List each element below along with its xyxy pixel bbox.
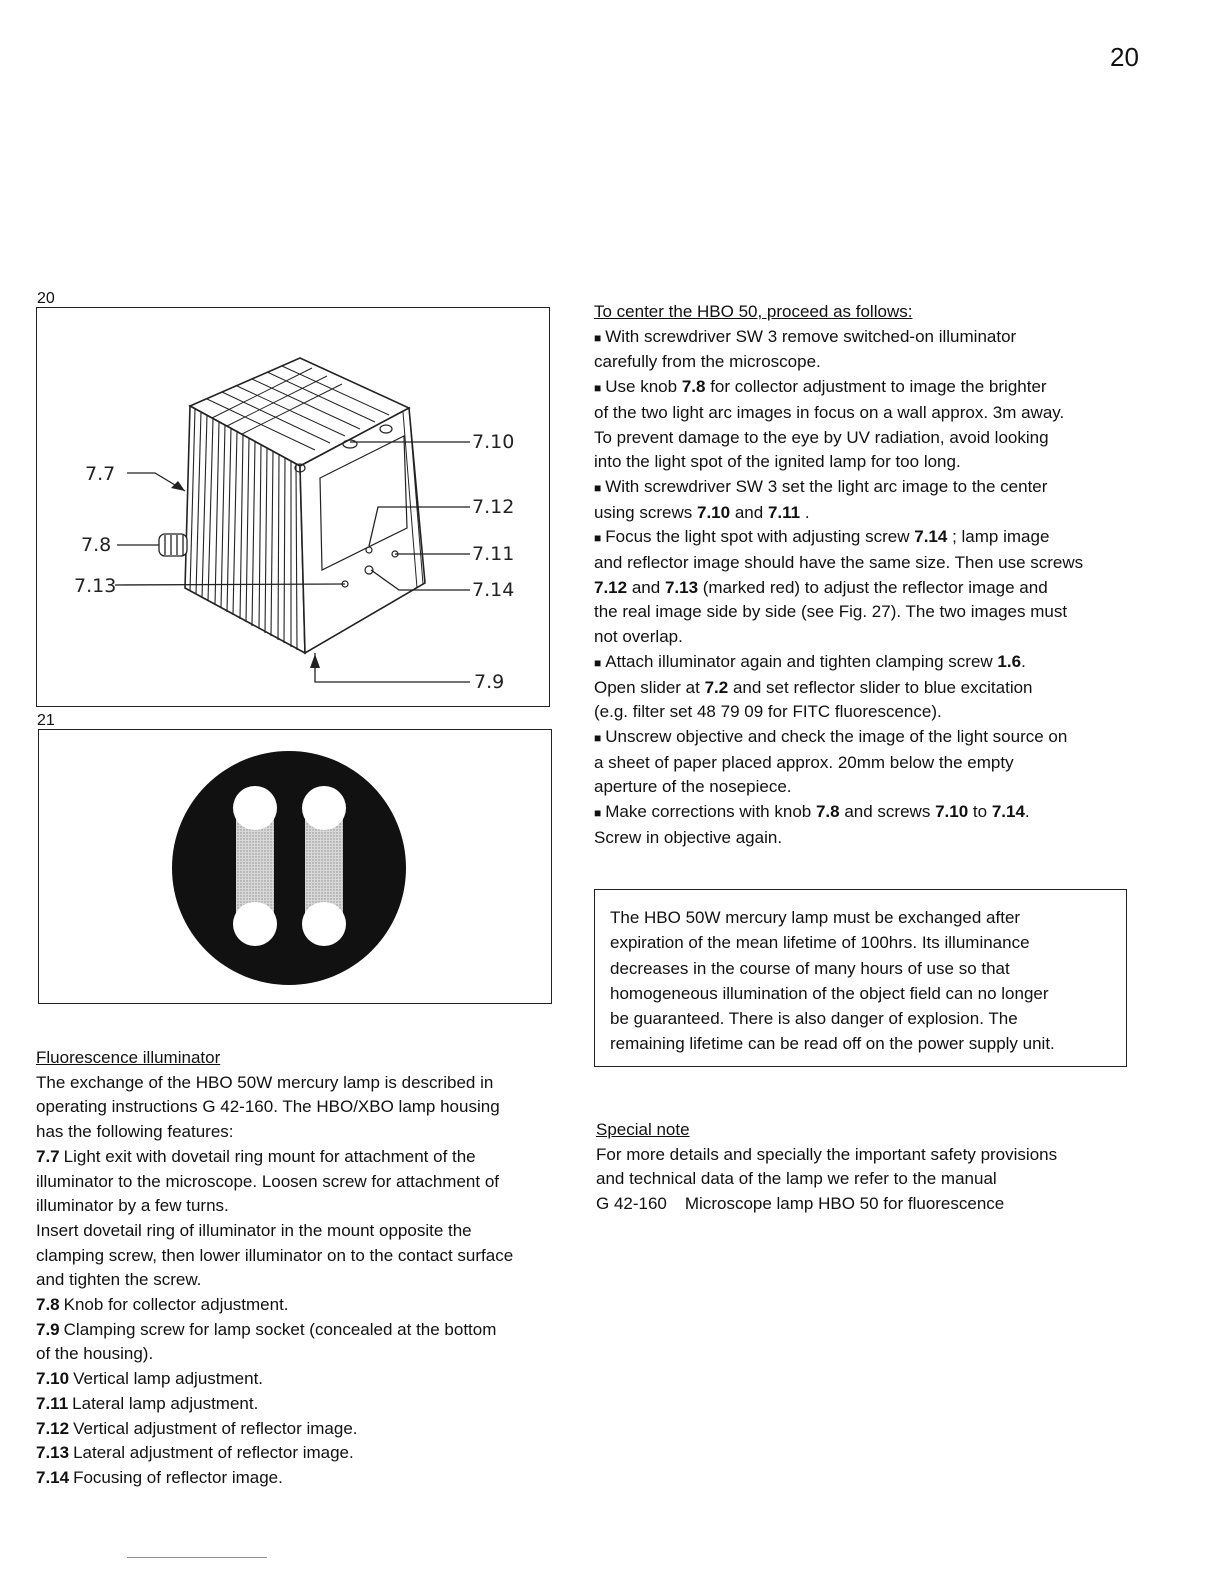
step-text: ; lamp image — [952, 527, 1050, 547]
step-text: and set reflector slider to blue excitation — [732, 677, 1033, 697]
left-column — [36, 1046, 566, 1491]
ref-7-8: 7.8 — [815, 802, 840, 822]
step-text: . — [1024, 802, 1030, 822]
manual-code: G 42-160 — [596, 1194, 667, 1214]
arrow-7-7 — [171, 481, 185, 491]
item-7-9 — [36, 1318, 566, 1343]
step-text: Make corrections with knob — [605, 802, 812, 822]
bullet-icon: ■ — [594, 730, 602, 745]
item-ref: 7.10 — [36, 1369, 70, 1389]
figure-20-number: 20 — [37, 290, 55, 307]
ref-7-14: 7.14 — [914, 527, 948, 547]
step-text: . — [1021, 651, 1026, 671]
right-column — [594, 300, 1154, 850]
item-ref: 7.8 — [36, 1295, 60, 1315]
manual-title: Microscope lamp HBO 50 for fluorescence — [684, 1194, 1005, 1214]
step-3 — [594, 475, 1154, 501]
item-7-12 — [36, 1417, 566, 1442]
step-3-line — [594, 501, 1154, 526]
item-text: Knob for collector adjustment. — [63, 1295, 289, 1315]
step-text: and — [734, 502, 764, 522]
step-2-line: To prevent damage to the eye by UV radiation, avoid looking — [594, 427, 1049, 447]
step-text: to — [972, 802, 988, 822]
step-4 — [594, 525, 1154, 551]
aperture-disc — [172, 751, 406, 985]
ref-7-14: 7.14 — [991, 802, 1025, 822]
ref-7-10: 7.10 — [935, 802, 969, 822]
label-7-10: 7.10 — [472, 431, 515, 453]
label-7-11: 7.11 — [472, 543, 515, 565]
item-text: Vertical adjustment of reflector image. — [73, 1418, 358, 1438]
step-text: (marked red) to adjust the reflector image and — [702, 577, 1048, 597]
spot-right-bottom — [302, 902, 346, 946]
step-4-line: the real image side by side (see Fig. 27). The two images must — [594, 602, 1068, 622]
lamp-lifetime-note — [594, 889, 1127, 1067]
note-line: The HBO 50W mercury lamp must be exchanged after — [610, 908, 1021, 927]
step-2-line: of the two light arc images in focus on a wall approx. 3m away. — [594, 402, 1065, 422]
item-text: Lateral adjustment of reflector image. — [73, 1443, 354, 1463]
item-text: Clamping screw for lamp socket (concealed at the bottom — [63, 1319, 497, 1339]
manual-reference — [596, 1192, 1057, 1217]
item-text: Light exit with dovetail ring mount for attachment of the — [63, 1146, 476, 1166]
lamp-housing-illustration — [37, 308, 551, 708]
special-note — [596, 1118, 1057, 1217]
step-5-line — [594, 676, 1154, 701]
step-6-line: a sheet of paper placed approx. 20mm below the empty — [594, 752, 1014, 772]
step-5 — [594, 650, 1154, 676]
ref-7-8: 7.8 — [681, 377, 706, 397]
step-4-line: and reflector image should have the same size. Then use screws — [594, 553, 1084, 573]
label-7-13: 7.13 — [74, 575, 117, 597]
note-line: remaining lifetime can be read off on the power supply unit. — [610, 1034, 1055, 1054]
step-2 — [594, 375, 1154, 401]
note-line: expiration of the mean lifetime of 100hrs. Its illuminance — [610, 933, 1030, 953]
step-4-line — [594, 576, 1154, 601]
item-text: Focusing of reflector image. — [73, 1467, 283, 1487]
bullet-icon: ■ — [594, 655, 602, 670]
note-line: decreases in the course of many hours of use so that — [610, 958, 1010, 978]
note-line: be guaranteed. There is also danger of explosion. The — [610, 1009, 1018, 1029]
bullet-icon: ■ — [594, 330, 602, 345]
step-2-line: into the light spot of the ignited lamp for too long. — [594, 452, 961, 472]
figure-21-number: 21 — [37, 712, 55, 729]
label-7-14: 7.14 — [472, 579, 515, 601]
item-7-11 — [36, 1392, 566, 1417]
collector-knob — [159, 534, 187, 556]
item-7-7-line: illuminator to the microscope. Loosen screw for attachment of — [36, 1171, 499, 1191]
ref-7-13: 7.13 — [664, 577, 699, 597]
step-text: With screwdriver SW 3 remove switched-on illuminator — [605, 326, 1017, 346]
item-7-9-line: of the housing). — [36, 1344, 154, 1364]
arrow-7-9 — [310, 654, 320, 668]
special-note-line: and technical data of the lamp we refer to the manual — [596, 1169, 997, 1189]
footer-rule — [127, 1557, 267, 1558]
step-1 — [594, 325, 1154, 351]
step-text: Use knob — [605, 377, 678, 397]
item-text: Vertical lamp adjustment. — [73, 1369, 264, 1389]
step-text: Unscrew objective and check the image of the light source on — [605, 726, 1068, 746]
ref-7-10: 7.10 — [697, 502, 731, 522]
step-text: for collector adjustment to image the brighter — [710, 377, 1047, 397]
item-7-7 — [36, 1145, 566, 1170]
item-text: Lateral lamp adjustment. — [72, 1393, 259, 1413]
figure-21-frame — [38, 729, 552, 1004]
bullet-icon: ■ — [594, 531, 602, 546]
item-ref: 7.7 — [36, 1146, 60, 1166]
item-7-14 — [36, 1466, 566, 1491]
item-ref: 7.12 — [36, 1418, 70, 1438]
label-7-7: 7.7 — [85, 463, 116, 485]
ref-7-12: 7.12 — [594, 577, 628, 597]
step-text: and screws — [844, 802, 931, 822]
procedure-heading: To center the HBO 50, proceed as follows: — [594, 302, 913, 321]
intro-line: The exchange of the HBO 50W mercury lamp is described in — [36, 1072, 494, 1092]
intro-line: has the following features: — [36, 1122, 234, 1142]
item-ref: 7.9 — [36, 1319, 60, 1339]
step-text: Open slider at — [594, 677, 700, 697]
special-note-heading: Special note — [596, 1120, 690, 1139]
step-text: . — [804, 502, 810, 522]
note-line: homogeneous illumination of the object field can no longer — [610, 983, 1049, 1003]
bullet-icon: ■ — [594, 806, 602, 821]
item-ref: 7.11 — [36, 1393, 69, 1413]
step-text: Attach illuminator again and tighten clamping screw — [605, 651, 993, 671]
step-text: Focus the light spot with adjusting screw — [605, 527, 910, 547]
item-ref: 7.13 — [36, 1443, 70, 1463]
item-7-7-line: Insert dovetail ring of illuminator in the mount opposite the — [36, 1220, 472, 1240]
step-7 — [594, 800, 1154, 826]
item-7-7-line: clamping screw, then lower illuminator on to the contact surface — [36, 1245, 514, 1265]
step-text: With screwdriver SW 3 set the light arc image to the center — [605, 476, 1048, 496]
special-note-line: For more details and specially the important safety provisions — [596, 1144, 1058, 1164]
label-7-8: 7.8 — [81, 534, 112, 556]
step-1-line: carefully from the microscope. — [594, 352, 821, 372]
step-text: and — [631, 577, 661, 597]
item-7-7-line: and tighten the screw. — [36, 1270, 202, 1290]
spot-left-bottom — [233, 902, 277, 946]
bullet-icon: ■ — [594, 480, 602, 495]
spot-left-top — [233, 786, 277, 830]
item-ref: 7.14 — [36, 1467, 70, 1487]
step-6-line: aperture of the nosepiece. — [594, 777, 792, 797]
fluorescence-heading: Fluorescence illuminator — [36, 1048, 221, 1067]
figure-20-frame — [36, 307, 550, 707]
bullet-icon: ■ — [594, 381, 602, 396]
page-number: 20 — [1110, 42, 1139, 72]
item-7-13 — [36, 1441, 566, 1466]
item-7-10 — [36, 1367, 566, 1392]
ref-7-11: 7.11 — [767, 502, 801, 522]
step-7-line: Screw in objective again. — [594, 827, 783, 847]
step-4-line: not overlap. — [594, 627, 683, 647]
item-7-8 — [36, 1293, 566, 1318]
spot-right-top — [302, 786, 346, 830]
intro-line: operating instructions G 42-160. The HBO/XBO lamp housing — [36, 1097, 500, 1117]
label-7-12: 7.12 — [472, 496, 515, 518]
light-arc-images-illustration — [39, 730, 553, 1005]
ref-7-2: 7.2 — [704, 677, 729, 697]
item-7-7-line: illuminator by a few turns. — [36, 1196, 229, 1216]
step-6 — [594, 725, 1154, 751]
label-7-9: 7.9 — [474, 671, 505, 693]
step-5-line: (e.g. filter set 48 79 09 for FITC fluorescence). — [594, 702, 942, 722]
ref-1-6: 1.6 — [997, 651, 1022, 671]
step-text: using screws — [594, 502, 693, 522]
